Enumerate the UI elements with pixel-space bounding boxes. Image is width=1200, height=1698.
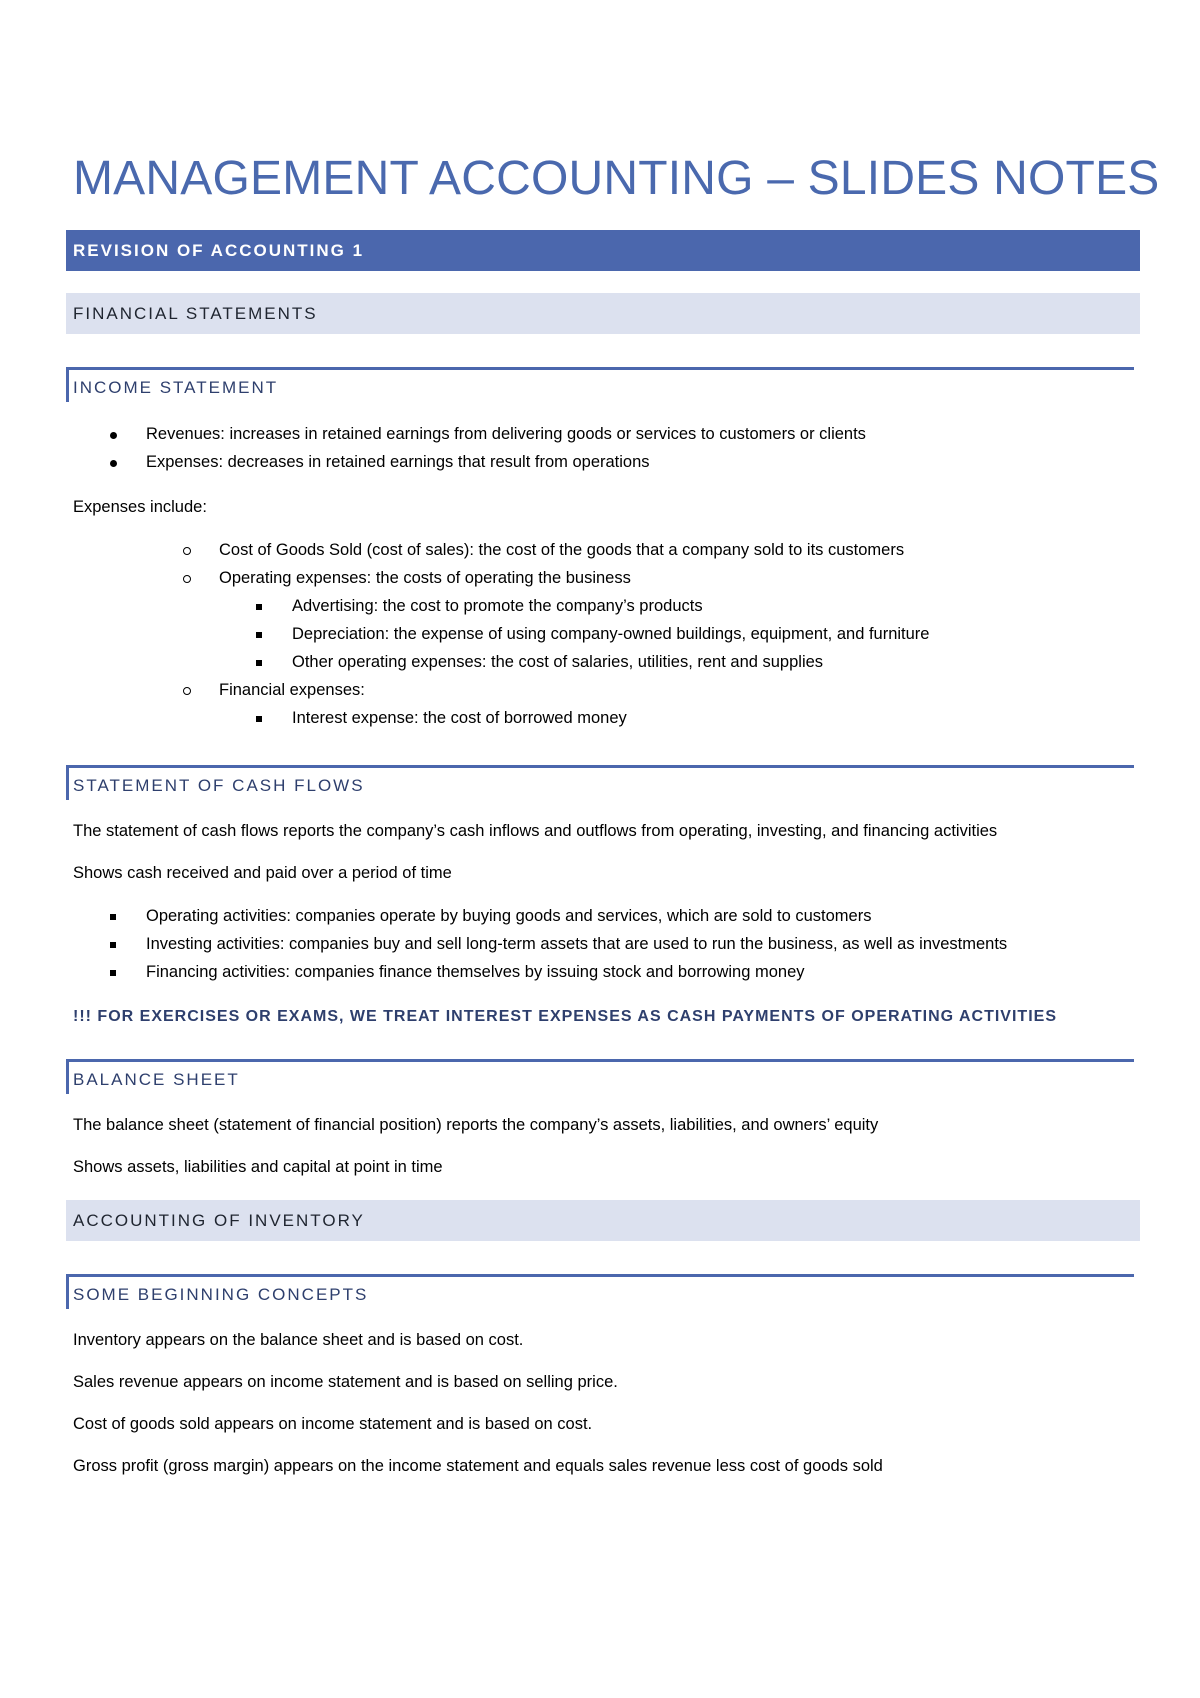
document-content [66,150,1160,1477]
list-item: Investing activities: companies buy and sell long-term assets that are used to run the business, as well as investments [66,930,1140,958]
concept-line: Sales revenue appears on income statement and is based on selling price. [73,1373,618,1391]
list-item: Financing activities: companies finance themselves by issuing stock and borrowing money [66,958,1140,986]
bullet-square-icon [110,902,116,930]
list-item: Depreciation: the expense of using company-owned buildings, equipment, and furniture [66,620,1140,648]
heading-financial-statements: FINANCIAL STATEMENTS [66,293,1140,334]
heading-cash-flows: STATEMENT OF CASH FLOWS [66,765,1134,800]
bullet-dot-icon [110,448,117,476]
list-item: Interest expense: the cost of borrowed money [66,704,1140,732]
concept-line: Gross profit (gross margin) appears on the income statement and equals sales revenue less cost of goods sold [73,1457,883,1475]
cashflow-bullets [66,902,1140,986]
list-item: Operating activities: companies operate by buying goods and services, which are sold to customers [66,902,1140,930]
bullet-circle-icon [183,676,191,704]
heading-beginning-concepts: SOME BEGINNING CONCEPTS [66,1274,1134,1309]
bullet-square-icon [110,958,116,986]
exam-note: !!! FOR EXERCISES OR EXAMS, WE TREAT INTEREST EXPENSES AS CASH PAYMENTS OF OPERATING ACTIVITIES [73,1008,1057,1025]
list-item: Expenses: decreases in retained earnings that result from operations [66,448,1140,476]
bullet-circle-icon [183,564,191,592]
cashflow-paragraph: The statement of cash flows reports the company’s cash inflows and outflows from operating, investing, and financing activities [73,822,998,840]
income-bullets [66,420,1140,476]
bullet-square-icon [256,592,262,620]
bullet-square-icon [256,704,262,732]
heading-revision: REVISION OF ACCOUNTING 1 [66,230,1140,271]
balance-paragraph: The balance sheet (statement of financial position) reports the company’s assets, liabilities, and owners’ equity [73,1116,879,1134]
concept-line: Cost of goods sold appears on income statement and is based on cost. [73,1415,593,1433]
cashflow-paragraph: Shows cash received and paid over a period of time [73,864,452,882]
concept-line: Inventory appears on the balance sheet and is based on cost. [73,1331,524,1349]
bullet-square-icon [256,620,262,648]
expenses-list [66,536,1140,732]
list-item: Financial expenses: [66,676,1140,704]
bullet-dot-icon [110,420,117,448]
heading-balance-sheet: BALANCE SHEET [66,1059,1134,1094]
list-item: Cost of Goods Sold (cost of sales): the cost of the goods that a company sold to its customers [66,536,1140,564]
expenses-intro: Expenses include: [73,498,207,516]
document-title: MANAGEMENT ACCOUNTING – SLIDES NOTES [73,152,1160,205]
list-item: Revenues: increases in retained earnings from delivering goods or services to customers or clients [66,420,1140,448]
heading-accounting-inventory: ACCOUNTING OF INVENTORY [66,1200,1140,1241]
list-item: Operating expenses: the costs of operating the business [66,564,1140,592]
balance-paragraph: Shows assets, liabilities and capital at point in time [73,1158,443,1176]
heading-income-statement: INCOME STATEMENT [66,367,1134,402]
list-item: Advertising: the cost to promote the company’s products [66,592,1140,620]
bullet-square-icon [110,930,116,958]
bullet-circle-icon [183,536,191,564]
bullet-square-icon [256,648,262,676]
list-item: Other operating expenses: the cost of salaries, utilities, rent and supplies [66,648,1140,676]
